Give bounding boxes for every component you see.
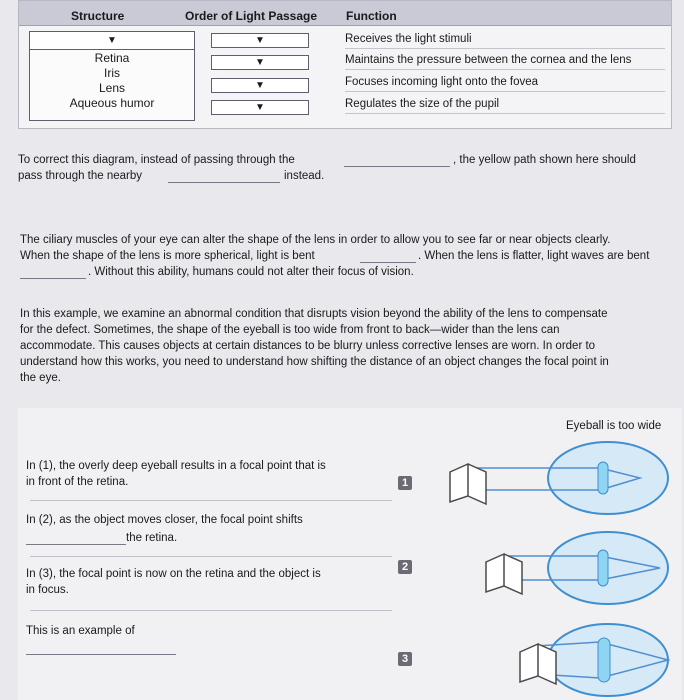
- correction-text-4: instead.: [284, 170, 325, 182]
- function-row-3: Focuses incoming light onto the fovea: [345, 74, 665, 92]
- step-3-line-1: In (3), the focal point is now on the retina and the object is: [26, 568, 321, 580]
- step-4-blank[interactable]: [26, 654, 176, 655]
- ciliary-blank-1[interactable]: [360, 262, 416, 263]
- order-dropdown-4[interactable]: ▼: [211, 100, 309, 115]
- correction-text-1: To correct this diagram, instead of passing through the: [18, 154, 295, 166]
- structure-dropdown[interactable]: ▼: [29, 31, 195, 50]
- lens-3: [598, 638, 610, 682]
- structure-item-retina: Retina: [94, 51, 130, 65]
- ciliary-line-3: . Without this ability, humans could not alter their focus of vision.: [88, 266, 414, 278]
- ciliary-line-1: The ciliary muscles of your eye can alter the shape of the lens in order to allow you to see far or near objects clearly.: [20, 234, 611, 246]
- correction-blank-1[interactable]: [344, 166, 450, 167]
- book-icon-3: [520, 644, 556, 684]
- structure-item-aqueous-humor: Aqueous humor: [69, 96, 155, 110]
- header-structure: Structure: [71, 9, 125, 23]
- lens-1: [598, 462, 608, 494]
- example-line-5: the eye.: [20, 372, 61, 384]
- header-function: Function: [346, 9, 397, 23]
- step-divider-3: [30, 610, 392, 611]
- book-icon-1: [450, 464, 486, 504]
- step-divider-2: [30, 556, 392, 557]
- structure-table: [18, 0, 672, 129]
- example-section: [18, 300, 682, 396]
- eye-diagram-2: [486, 532, 668, 604]
- diagram-title: Eyeball is too wide: [566, 420, 662, 432]
- step-2-line-2: the retina.: [126, 532, 178, 544]
- ciliary-section: [18, 227, 682, 294]
- example-line-2: for the defect. Sometimes, the shape of the eyeball is too wide from front to back—wider than the lens can: [20, 324, 560, 336]
- order-dropdown-2[interactable]: ▼: [211, 55, 309, 70]
- structure-list: [29, 49, 195, 121]
- example-line-1: In this example, we examine an abnormal condition that disrupts vision beyond the ability of the lens to compensate: [20, 308, 608, 320]
- ciliary-blank-2[interactable]: [20, 278, 86, 279]
- eye-diagram-3: [520, 624, 668, 696]
- structure-item-iris: Iris: [104, 66, 120, 80]
- ciliary-line-2b: . When the lens is flatter, light waves are bent: [418, 250, 650, 262]
- example-line-4: understand how this works, you need to understand how shifting the distance of an object changes the focal point in: [20, 356, 609, 368]
- step-1-line-1: In (1), the overly deep eyeball results in a focal point that is: [26, 460, 326, 472]
- step-2-blank[interactable]: [26, 544, 126, 545]
- order-dropdown-3[interactable]: ▼: [211, 78, 309, 93]
- lens-2: [598, 550, 608, 586]
- function-row-4: Regulates the size of the pupil: [345, 96, 665, 114]
- step-2-line-1: In (2), as the object moves closer, the focal point shifts: [26, 514, 303, 526]
- example-line-3: accommodate. This causes objects at certain distances to be blurry unless corrective lenses are worn. In order to: [20, 340, 596, 352]
- ciliary-line-2a: When the shape of the lens is more spherical, light is bent: [20, 250, 315, 262]
- function-row-1: Receives the light stimuli: [345, 31, 665, 49]
- badge-3: 3: [398, 652, 412, 666]
- eye-diagrams: [428, 438, 682, 700]
- correction-text-2: , the yellow path shown here should: [453, 154, 636, 166]
- correction-blank-2[interactable]: [168, 182, 280, 183]
- function-row-2: Maintains the pressure between the cornea and the lens: [345, 52, 665, 70]
- diagram-section: [18, 408, 682, 700]
- badge-2: 2: [398, 560, 412, 574]
- step-4-line: This is an example of: [26, 625, 135, 637]
- correction-text-3: pass through the nearby: [18, 170, 143, 182]
- step-divider-1: [30, 500, 392, 501]
- header-order: Order of Light Passage: [185, 9, 318, 23]
- step-3-line-2: in focus.: [26, 584, 69, 596]
- order-dropdown-1[interactable]: ▼: [211, 33, 309, 48]
- badge-1: 1: [398, 476, 412, 490]
- eye-diagram-1: [450, 442, 668, 514]
- book-icon-2: [486, 554, 522, 594]
- step-1-line-2: in front of the retina.: [26, 476, 129, 488]
- structure-item-lens: Lens: [98, 81, 126, 95]
